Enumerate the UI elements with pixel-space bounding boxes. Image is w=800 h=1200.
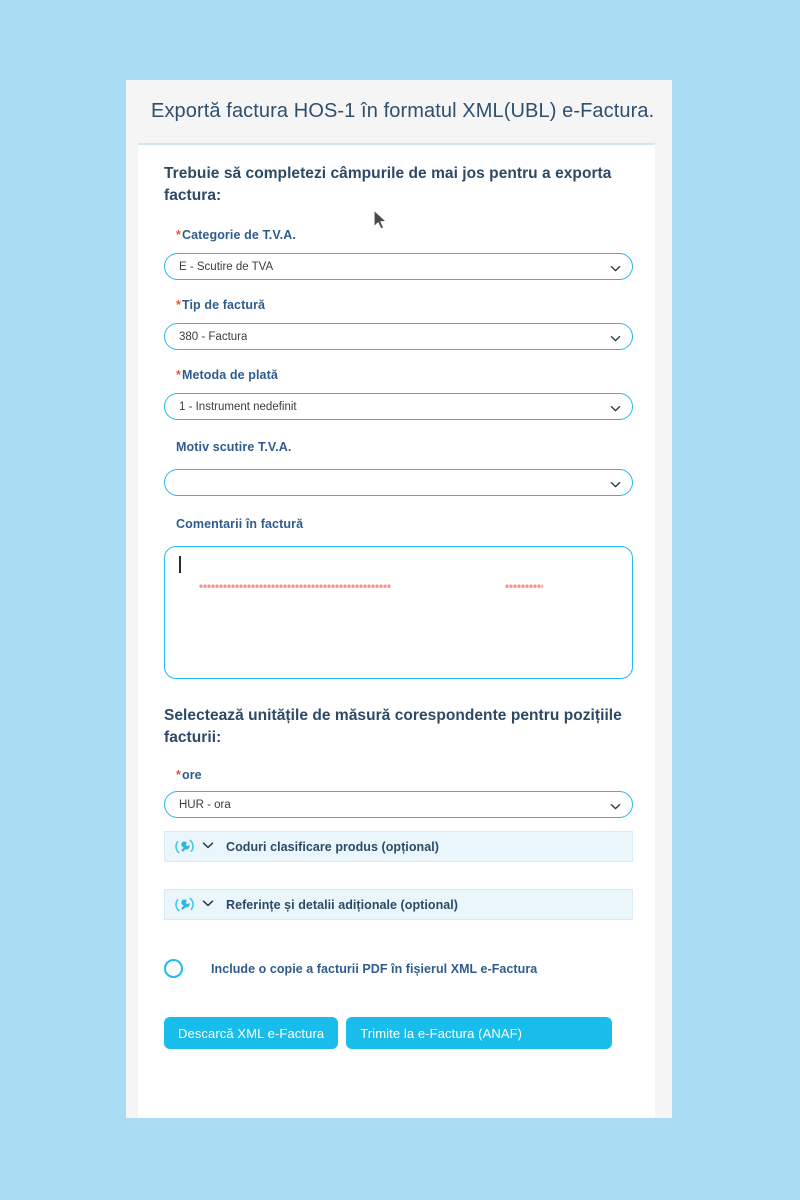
include-pdf-copy-label: Include o copie a facturii PDF în fișierul XML e-Factura: [211, 961, 538, 976]
unit-of-measure-value: HUR - ora: [179, 798, 231, 811]
accordion-label: Referințe și detalii adiționale (optional): [226, 897, 458, 912]
field-label-text: Metoda de plată: [181, 368, 278, 382]
mouse-cursor: [373, 209, 388, 231]
field-label-text: Categorie de T.V.A.: [181, 228, 296, 242]
payment-method-select[interactable]: [164, 393, 633, 420]
chevron-down-icon: [610, 263, 619, 272]
spellcheck-underline: [505, 582, 543, 588]
download-xml-button[interactable]: Descarcă XML e-Factura: [164, 1017, 338, 1049]
label-invoice-type: [176, 296, 633, 314]
spellcheck-underline: [199, 582, 391, 588]
required-marker: *: [176, 228, 181, 242]
chevron-down-icon: [610, 801, 619, 810]
field-label-text: Comentarii în factură: [176, 517, 304, 531]
field-label-text: Motiv scutire T.V.A.: [176, 440, 292, 454]
vat-category-value: E - Scutire de TVA: [179, 260, 274, 273]
modal-actions: [164, 1017, 633, 1049]
payment-method-value: 1 - Instrument nedefinit: [179, 400, 297, 413]
label-vat-category: [176, 226, 633, 244]
intro-heading: Trebuie să completezi câmpurile de mai jos pentru a exporta factura:: [164, 165, 612, 204]
unit-of-measure-select[interactable]: [164, 791, 633, 818]
accordion-product-classification-codes[interactable]: [164, 831, 633, 862]
include-pdf-copy-checkbox[interactable]: [164, 959, 183, 978]
chevron-down-icon: [610, 403, 619, 412]
send-to-anaf-button[interactable]: Trimite la e-Factura (ANAF): [346, 1017, 612, 1049]
invoice-comments-textarea[interactable]: [164, 546, 633, 679]
required-marker: *: [176, 298, 181, 312]
field-label-text: ore: [181, 768, 202, 782]
include-pdf-copy-row[interactable]: [164, 959, 633, 978]
chevron-down-icon: [202, 838, 215, 856]
export-efactura-modal: [126, 80, 672, 1118]
modal-header: [126, 80, 672, 143]
field-label-text: Tip de factură: [181, 298, 266, 312]
vat-category-select[interactable]: [164, 253, 633, 280]
label-invoice-comments: [176, 515, 633, 533]
units-heading: Selectează unitățile de măsură corespondente pentru pozițiile facturii:: [164, 707, 622, 746]
chevron-down-icon: [610, 479, 619, 488]
modal-body: [138, 143, 655, 1118]
label-unit-ore: [176, 766, 633, 784]
wrench-icon: [174, 836, 195, 857]
required-marker: *: [176, 768, 181, 782]
vat-exemption-reason-select[interactable]: [164, 469, 633, 496]
text-caret: [179, 556, 181, 573]
required-marker: *: [176, 368, 181, 382]
label-payment-method: [176, 366, 633, 384]
accordion-label: Coduri clasificare produs (opțional): [226, 839, 439, 854]
invoice-type-select[interactable]: [164, 323, 633, 350]
spellcheck-underlines: [199, 582, 633, 594]
wrench-icon: [174, 894, 195, 915]
chevron-down-icon: [610, 333, 619, 342]
accordion-references-and-details[interactable]: [164, 889, 633, 920]
modal-title: Exportă factura HOS-1 în formatul XML(UBL) e-Factura.: [151, 100, 655, 122]
label-vat-exemption-reason: [176, 438, 633, 456]
chevron-down-icon: [202, 896, 215, 914]
invoice-type-value: 380 - Factura: [179, 330, 248, 343]
